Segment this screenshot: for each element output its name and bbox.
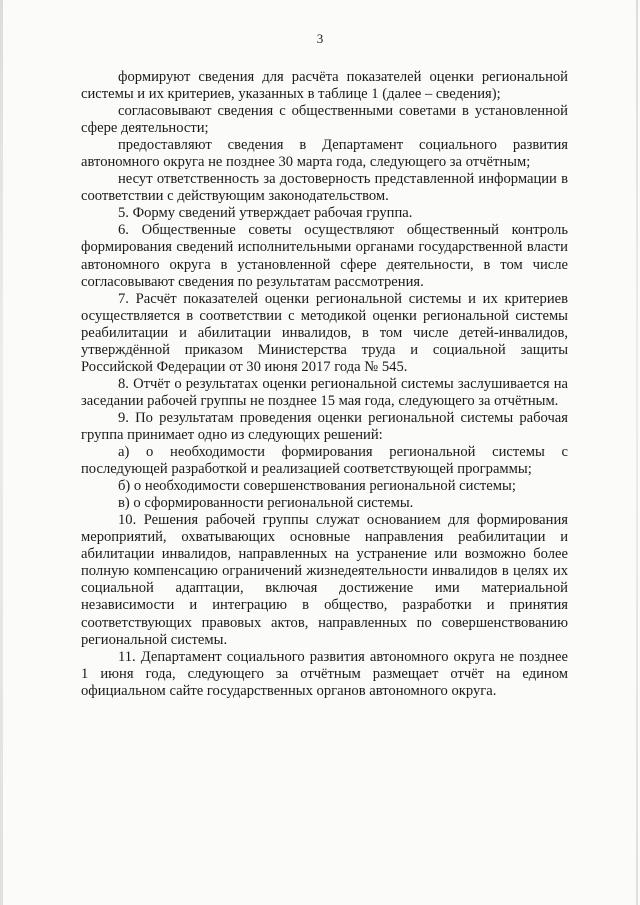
paragraph-8: 8. Отчёт о результатах оценки региональной системы заслушивается на заседании рабочей группы не позднее 15 мая года, следующего за отчётным. [81,375,568,409]
paragraph-form-data: формируют сведения для расчёта показателей оценки региональной системы и их критериев, указанных в таблице 1 (далее – сведения); [81,69,568,103]
paragraph-responsibility: несут ответственность за достоверность представленной информации в соответствии с действующим законодательством. [81,171,568,205]
paragraph-6: 6. Общественные советы осуществляют общественный контроль формирования сведений исполнительными органами государственной власти автономного округа в установленной сфере деятельности, в том числе согласовывают сведения по результатам рассмотрения. [81,222,568,290]
paragraph-agree-data: согласовывают сведения с общественными советами в установленной сфере деятельности; [81,103,568,137]
paragraph-9-a: а) о необходимости формирования региональной системы с последующей разработкой и реализацией соответствующей программы; [81,444,568,478]
paragraph-10: 10. Решения рабочей группы служат основанием для формирования мероприятий, охватывающих основные направления реабилитации и абилитации инвалидов, направленных на устранение или возможно более полную компенсацию ограничений жизнедеятельности инвалидов в целях их социальной адаптации, включая достижение ими материальной независимости и интеграцию в общество, разработки и принятия соответствующих правовых актов, направленных по совершенствованию региональной системы. [81,512,568,648]
page-edge-left [0,0,3,905]
paragraph-9-c: в) о сформированности региональной системы. [118,495,414,512]
paragraph-11: 11. Департамент социального развития автономного округа не позднее 1 июня года, следующего за отчётным размещает отчёт на едином официальном сайте государственных органов автономного округа. [81,648,568,699]
paragraph-7: 7. Расчёт показателей оценки региональной системы и их критериев осуществляется в соответствии с методикой оценки региональной системы реабилитации и абилитации инвалидов, в том числе детей-инвалидов, утверждённой приказом Министерства труда и социальной защиты Российской Федерации от 30 июня 2017 года № 545. [81,290,568,375]
paragraph-5: 5. Форму сведений утверждает рабочая группа. [118,205,413,222]
paragraph-9: 9. По результатам проведения оценки региональной системы рабочая группа принимает одно из следующих решений: [81,409,568,443]
page-number: 3 [316,31,324,46]
page-edge-right [636,0,638,905]
paragraph-9-b: б) о необходимости совершенствования региональной системы; [118,478,516,495]
paragraph-submit-data: предоставляют сведения в Департамент социального развития автономного округа не позднее 30 марта года, следующего за отчётным; [81,137,568,171]
document-body [81,69,568,700]
